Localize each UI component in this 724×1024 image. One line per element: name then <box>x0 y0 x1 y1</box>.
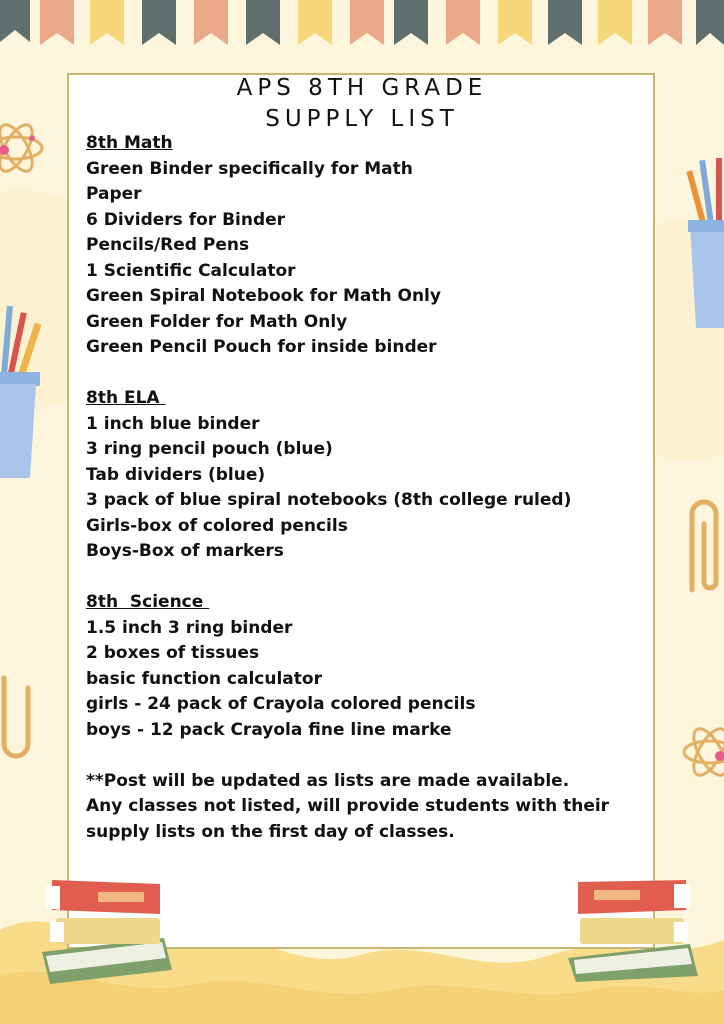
list-item: Green Binder specifically for Math <box>86 158 413 179</box>
list-item: 1.5 inch 3 ring binder <box>86 617 293 638</box>
paperclip-icon <box>676 490 724 600</box>
list-item: Tab dividers (blue) <box>86 464 266 485</box>
paperclip-icon <box>0 668 34 768</box>
list-item: 3 ring pencil pouch (blue) <box>86 439 333 459</box>
update-note: **Post will be updated as lists are made available. Any classes not listed, will provide students with their supply lists on the first day of classes. <box>86 770 610 842</box>
section-heading-math: 8th Math <box>86 133 173 153</box>
title-line-2: SUPPLY LIST <box>265 106 459 132</box>
list-item: Girls-box of colored pencils <box>86 515 348 536</box>
title-line-1: APS 8TH GRADE <box>236 75 488 101</box>
list-item: 1 inch blue binder <box>86 413 260 434</box>
list-item: Boys-Box of markers <box>86 541 284 561</box>
page-title <box>0 73 724 135</box>
list-item: Green Spiral Notebook for Math Only <box>86 286 441 306</box>
atom-icon <box>680 712 724 792</box>
book-stack-icon <box>36 878 176 986</box>
list-item: Paper <box>86 184 142 204</box>
section-heading-ela: 8th ELA <box>86 388 166 408</box>
supply-list-content <box>86 131 646 845</box>
list-item: boys - 12 pack Crayola fine line marke <box>86 719 452 740</box>
book-stack-icon <box>564 878 704 986</box>
list-item: girls - 24 pack of Crayola colored pencils <box>86 694 476 714</box>
pencil-cup-icon <box>680 150 724 330</box>
list-item: basic function calculator <box>86 668 322 689</box>
list-item: Green Pencil Pouch for inside binder <box>86 337 437 357</box>
list-item: Green Folder for Math Only <box>86 311 348 332</box>
pencil-cup-icon <box>0 300 50 480</box>
list-item: 1 Scientific Calculator <box>86 260 296 281</box>
list-item: Pencils/Red Pens <box>86 235 250 255</box>
list-item: 3 pack of blue spiral notebooks (8th college ruled) <box>86 490 572 510</box>
list-item: 6 Dividers for Binder <box>86 209 286 230</box>
section-heading-science: 8th Science <box>86 592 210 612</box>
list-item: 2 boxes of tissues <box>86 643 260 663</box>
bunting-flags-icon <box>0 0 724 60</box>
